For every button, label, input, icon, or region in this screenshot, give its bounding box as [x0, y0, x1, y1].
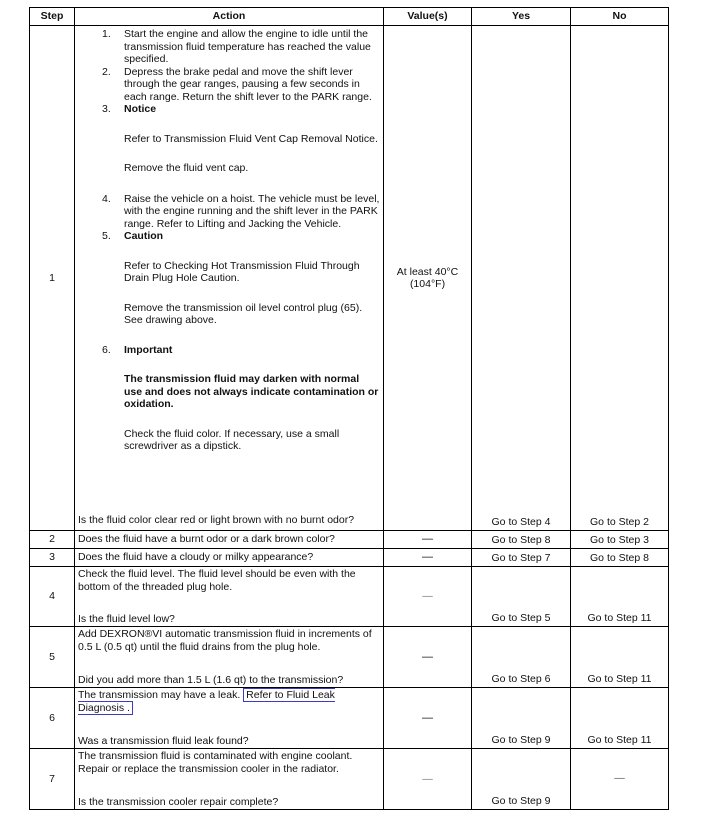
action-cell	[75, 627, 384, 688]
header-step: Step	[30, 8, 75, 26]
yes-cell: Go to Step 6	[472, 627, 571, 688]
header-action: Action	[75, 8, 384, 26]
yes-cell: Go to Step 8	[472, 531, 571, 549]
question-text: Is the transmission cooler repair complete?	[78, 795, 279, 808]
question-text: Was a transmission fluid leak found?	[78, 734, 249, 747]
no-cell: Go to Step 11	[571, 567, 669, 627]
step-number: 6	[30, 688, 75, 749]
instruction-text: Check the fluid level. The fluid level should be even with the bottom of the threaded plug hole.	[78, 568, 356, 593]
header-row	[30, 8, 669, 26]
question-text: Is the fluid level low?	[78, 612, 175, 625]
no-cell: Go to Step 8	[571, 549, 669, 567]
yes-cell: Go to Step 9	[472, 749, 571, 810]
value-cell: —	[384, 531, 472, 549]
no-cell: —	[571, 749, 669, 810]
caution-text: Refer to Checking Hot Transmission Fluid Through Drain Plug Hole Caution.	[124, 259, 360, 284]
yes-cell: Go to Step 7	[472, 549, 571, 567]
table-row	[30, 549, 669, 567]
action-cell	[75, 688, 384, 749]
value-cell: —	[384, 688, 472, 749]
check-color-text: Check the fluid color. If necessary, use a small screwdriver as a dipstick.	[124, 427, 340, 452]
vent-cap-text: Remove the fluid vent cap.	[124, 162, 249, 174]
fluid-leak-diagnosis-link[interactable]: Refer to Fluid Leak Diagnosis .	[78, 689, 335, 714]
table-row	[30, 749, 669, 810]
step-number: 2	[30, 531, 75, 549]
instruction-text: The transmission fluid is contaminated with engine coolant. Repair or replace the transmission cooler in the radiator.	[78, 750, 353, 775]
header-values: Value(s)	[384, 8, 472, 26]
table-row	[30, 567, 669, 627]
notice-label: Notice	[124, 103, 157, 115]
table-row	[30, 627, 669, 688]
yes-cell: Go to Step 4	[472, 26, 571, 531]
step-number: 5	[30, 627, 75, 688]
list-item: 5. Caution Refer to Checking Hot Transmission Fluid Through Drain Plug Hole Caution. Remove the transmission oil level control plug (65). See drawing above.	[78, 230, 380, 344]
yes-cell: Go to Step 9	[472, 688, 571, 749]
important-text: The transmission fluid may darken with normal use and does not always indicate contamination or oxidation.	[124, 373, 379, 410]
question-text: Did you add more than 1.5 L (1.6 qt) to the transmission?	[78, 673, 344, 686]
important-label: Important	[124, 343, 173, 356]
step-number: 7	[30, 749, 75, 810]
value-cell: —	[384, 749, 472, 810]
caution-label: Caution	[124, 230, 164, 242]
no-cell: Go to Step 2	[571, 26, 669, 531]
question-text: Does the fluid have a burnt odor or a dark brown color?	[75, 531, 384, 549]
plug-removal-text: Remove the transmission oil level control plug (65). See drawing above.	[124, 301, 363, 326]
instruction-text: Add DEXRON®VI automatic transmission fluid in increments of 0.5 L (0.5 qt) until the fluid drains from the plug hole.	[78, 628, 372, 653]
list-item: 3. Notice Refer to Transmission Fluid Vent Cap Removal Notice. Remove the fluid vent cap.	[78, 103, 380, 193]
no-cell: Go to Step 11	[571, 688, 669, 749]
diagnostic-table	[29, 7, 669, 810]
action-cell	[75, 749, 384, 810]
procedure-list	[78, 28, 380, 453]
value-cell: —	[384, 627, 472, 688]
value-cell: —	[384, 567, 472, 627]
yes-cell: Go to Step 5	[472, 567, 571, 627]
question-text: Is the fluid color clear red or light brown with no burnt odor?	[78, 513, 355, 526]
step-number: 4	[30, 567, 75, 627]
header-yes: Yes	[472, 8, 571, 26]
action-cell	[75, 567, 384, 627]
notice-text: Refer to Transmission Fluid Vent Cap Removal Notice.	[124, 132, 378, 145]
step-number: 3	[30, 549, 75, 567]
header-no: No	[571, 8, 669, 26]
table-row	[30, 688, 669, 749]
value-cell: —	[384, 549, 472, 567]
question-text: Does the fluid have a cloudy or milky appearance?	[75, 549, 384, 567]
instruction-text: The transmission may have a leak.	[78, 689, 241, 701]
action-cell	[75, 26, 384, 531]
list-item: 2. Depress the brake pedal and move the shift lever through the gear ranges, pausing a few seconds in each range. Return the shift lever to the PARK range.	[102, 65, 372, 103]
step-number: 1	[30, 26, 75, 531]
table-row	[30, 531, 669, 549]
list-item: 1. Start the engine and allow the engine to idle until the transmission fluid temperature has reached the value specified.	[102, 28, 371, 65]
table-row	[30, 26, 669, 531]
no-cell: Go to Step 3	[571, 531, 669, 549]
value-cell: At least 40°C (104°F)	[384, 26, 472, 531]
no-cell: Go to Step 11	[571, 627, 669, 688]
list-item: 4. Raise the vehicle on a hoist. The vehicle must be level, with the engine running and the shift lever in the PARK range. Refer to Lifting and Jacking the Vehicle.	[102, 192, 380, 230]
list-item: 6. Important The transmission fluid may darken with normal use and does not always indicate contamination or oxidation. Check the fluid color. If necessary, use a small screwdriver as a dipstick.	[102, 343, 379, 452]
